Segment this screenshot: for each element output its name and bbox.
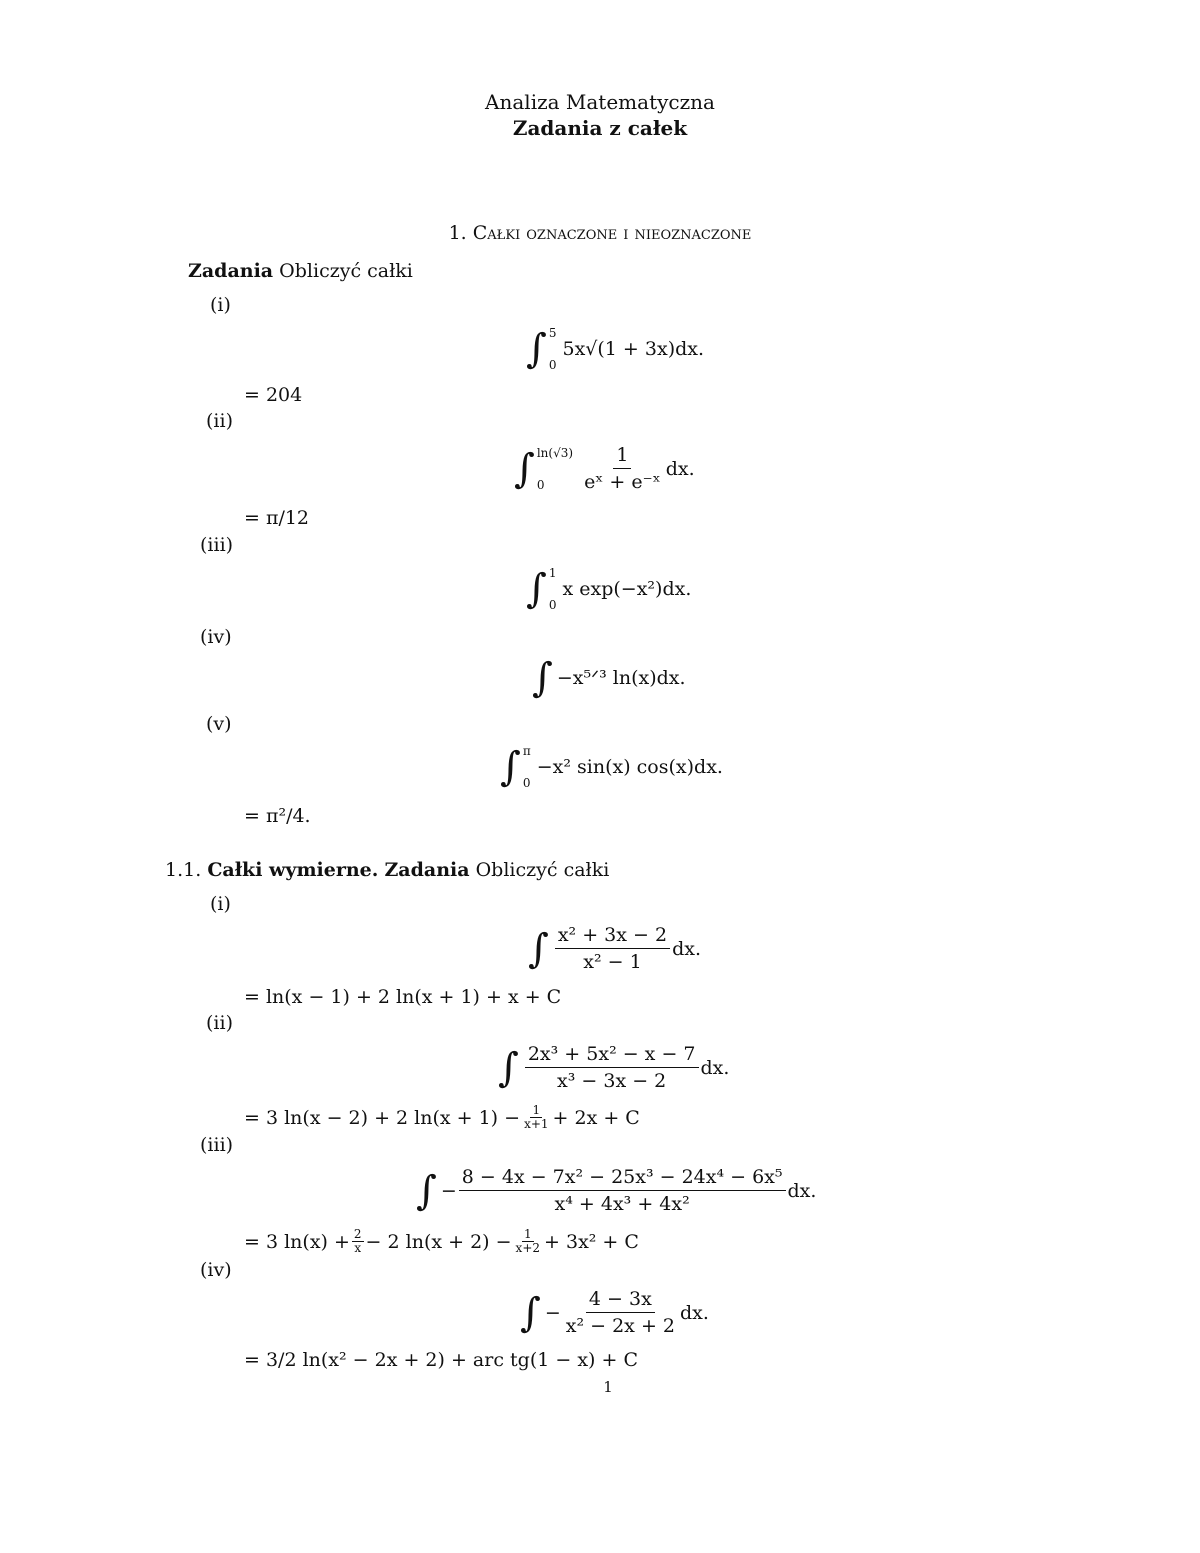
answer-part: + 2x + C	[552, 1106, 640, 1129]
document-subtitle: Zadania z całek	[512, 116, 688, 140]
denominator: x³ − 3x − 2	[557, 1070, 667, 1092]
integral-limits	[549, 566, 557, 612]
numerator: 2x³ + 5x² − x − 7	[525, 1043, 699, 1068]
integrand-suffix: dx.	[665, 457, 695, 480]
answer	[244, 1228, 639, 1255]
item-label: (i)	[210, 893, 231, 915]
lower-limit: 0	[522, 776, 531, 790]
lower-limit: 0	[536, 477, 545, 492]
upper-limit: π	[522, 744, 531, 758]
upper-limit: 1	[548, 566, 557, 580]
answer-part: − 2 ln(x + 2) −	[365, 1230, 512, 1253]
denominator: x⁴ + 4x³ + 4x²	[554, 1193, 690, 1215]
equation	[532, 655, 686, 701]
page-number: 1	[603, 1378, 613, 1396]
integral-sign-icon: ∫	[514, 445, 535, 492]
subsection-number: 1.1.	[165, 859, 202, 881]
integral-sign-icon: ∫	[526, 326, 547, 372]
answer-fraction-num: 2	[353, 1227, 362, 1241]
equation	[526, 566, 691, 612]
integral-sign-icon: ∫	[528, 925, 549, 972]
upper-limit: 5	[548, 326, 557, 340]
integral-sign-icon: ∫	[520, 1289, 541, 1336]
fraction	[555, 924, 670, 973]
integral-limits	[549, 326, 557, 372]
answer-fraction-den: x	[354, 1241, 362, 1256]
equation	[526, 326, 704, 372]
answer: = ln(x − 1) + 2 ln(x + 1) + x + C	[244, 986, 562, 1008]
equation	[416, 1166, 816, 1215]
integrand: 5x√(1 + 3x)dx.	[562, 338, 705, 360]
equation	[520, 1288, 709, 1337]
integral-sign-icon: ∫	[498, 1044, 519, 1091]
item-label: (iv)	[200, 1259, 232, 1281]
intro-text: Obliczyć całki	[279, 260, 413, 282]
lower-limit: 0	[548, 598, 557, 612]
answer-part: = 3 ln(x) +	[244, 1230, 350, 1253]
answer	[244, 1104, 640, 1131]
answer: = 204	[244, 384, 303, 406]
integral-sign-icon: ∫	[526, 566, 547, 612]
equation	[528, 924, 701, 973]
item-label: (iii)	[200, 534, 234, 556]
integrand-suffix: dx.	[672, 937, 701, 960]
fraction	[581, 444, 664, 493]
integrand: −x⁵ᐟ³ ln(x)dx.	[556, 667, 686, 689]
item-label: (iv)	[200, 626, 232, 648]
equation	[500, 744, 723, 790]
answer: = π/12	[244, 507, 310, 529]
integrand-suffix: dx.	[787, 1179, 817, 1202]
numerator: x² + 3x − 2	[555, 924, 670, 949]
equation	[498, 1043, 729, 1092]
document-title: Analiza Matematyczna	[485, 90, 715, 114]
answer-fraction-den: x+2	[515, 1241, 541, 1256]
section-heading: 1. Całki oznaczone i nieoznaczone	[448, 222, 752, 244]
answer-fraction-num: 1	[523, 1227, 532, 1241]
answer-part: + 3x² + C	[544, 1230, 639, 1253]
intro-text: Obliczyć całki	[475, 859, 610, 881]
integral-limits	[537, 446, 573, 492]
answer-fraction	[514, 1228, 542, 1255]
intro-bold: Zadania	[384, 859, 470, 881]
denominator: x² − 2x + 2	[565, 1315, 675, 1337]
item-label: (i)	[210, 294, 231, 316]
integrand-sign: −	[440, 1179, 457, 1202]
integral-limits	[523, 744, 531, 790]
integrand-sign: −	[544, 1301, 561, 1324]
fraction	[563, 1288, 678, 1337]
equation	[514, 444, 695, 493]
fraction	[459, 1166, 786, 1215]
item-label: (v)	[206, 713, 232, 735]
integral-sign-icon: ∫	[416, 1167, 437, 1214]
integral-sign-icon: ∫	[532, 655, 553, 701]
answer-fraction-den: x+1	[524, 1117, 549, 1132]
intro-bold: Zadania	[188, 260, 274, 282]
answer-fraction	[352, 1228, 364, 1255]
denominator: x² − 1	[583, 951, 642, 973]
answer: = π²/4.	[244, 805, 311, 827]
numerator: 8 − 4x − 7x² − 25x³ − 24x⁴ − 6x⁵	[459, 1166, 786, 1191]
subsection-heading	[165, 859, 609, 881]
subsection-title: Całki wymierne.	[207, 859, 379, 881]
answer-fraction	[522, 1104, 550, 1131]
numerator: 1	[613, 444, 631, 469]
integrand: −x² sin(x) cos(x)dx.	[536, 756, 723, 778]
item-label: (ii)	[206, 410, 233, 432]
section-intro	[188, 260, 413, 282]
integrand: x exp(−x²)dx.	[562, 578, 692, 600]
answer-fraction-num: 1	[532, 1103, 541, 1117]
answer-part: = 3 ln(x − 2) + 2 ln(x + 1) −	[244, 1106, 521, 1129]
item-label: (iii)	[200, 1134, 234, 1156]
integral-sign-icon: ∫	[500, 744, 521, 790]
fraction	[525, 1043, 699, 1092]
integrand-suffix: dx.	[680, 1301, 709, 1324]
upper-limit: ln(√3)	[536, 445, 574, 460]
answer: = 3/2 ln(x² − 2x + 2) + arc tg(1 − x) + C	[244, 1349, 638, 1371]
numerator: 4 − 3x	[586, 1288, 655, 1313]
denominator: eˣ + e⁻ˣ	[584, 471, 661, 493]
integrand-suffix: dx.	[700, 1056, 730, 1079]
lower-limit: 0	[548, 358, 557, 372]
item-label: (ii)	[206, 1012, 233, 1034]
